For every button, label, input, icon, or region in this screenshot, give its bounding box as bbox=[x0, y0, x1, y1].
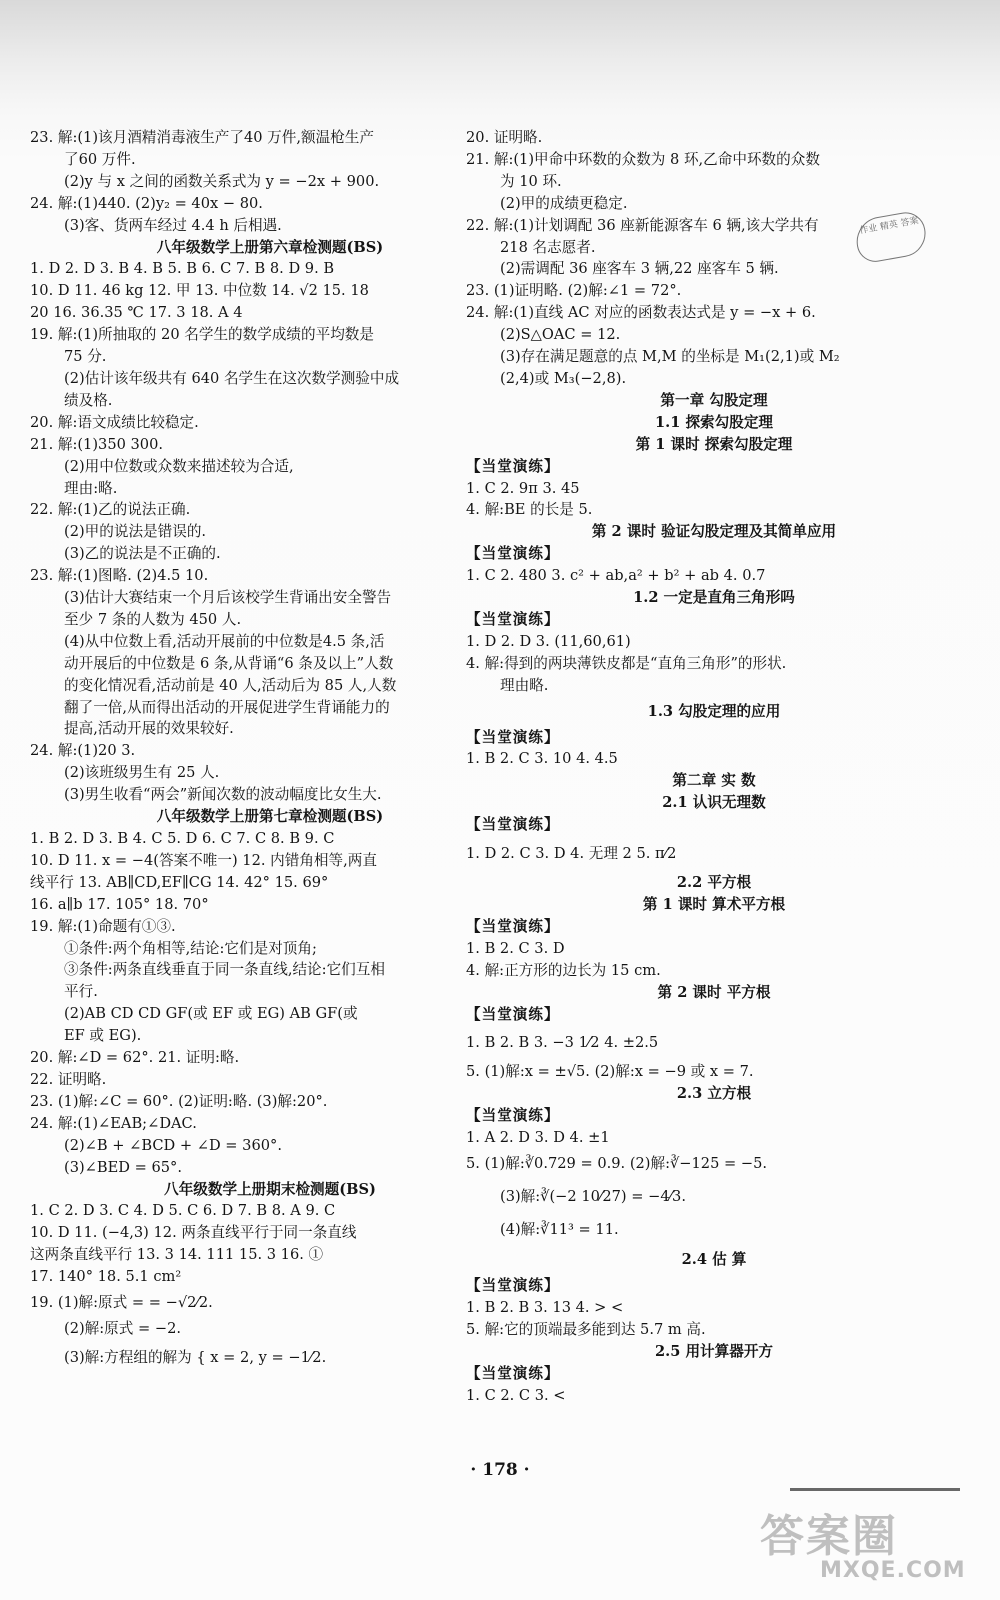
left-column-line: 22. 解:(1)乙的说法正确. bbox=[30, 501, 191, 519]
left-column-line: 理由:略. bbox=[64, 479, 118, 497]
right-column-line: 【当堂演练】 bbox=[466, 1005, 560, 1023]
left-column-line: 17. 140° 18. 5.1 cm² bbox=[30, 1268, 182, 1286]
right-column-line: (2,4)或 M₃(−2,8). bbox=[500, 369, 627, 387]
left-column-line: EF 或 EG). bbox=[64, 1027, 142, 1045]
left-column-line: 23. (1)解:∠C = 60°. (2)证明:略. (3)解:20°. bbox=[30, 1092, 328, 1110]
left-column-line: (3)客、货两车经过 4.4 h 后相遇. bbox=[64, 216, 282, 234]
left-column-line: (4)从中位数上看,活动开展前的中位数是4.5 条,活 bbox=[64, 632, 385, 650]
left-column-line: 24. 解:(1)440. (2)y₂ = 40x − 80. bbox=[30, 194, 263, 212]
right-column-line: 21. 解:(1)甲命中环数的众数为 8 环,乙命中环数的众数 bbox=[466, 150, 820, 168]
left-column-line: 10. D 11. x = −4(答案不唯一) 12. 内错角相等,两直 bbox=[30, 851, 377, 869]
bottom-rule bbox=[790, 1488, 960, 1491]
left-column-line: 八年级数学上册期末检测题(BS) bbox=[164, 1180, 376, 1198]
page-number: · 178 · bbox=[470, 1460, 530, 1480]
right-column-line: 第 1 课时 探索勾股定理 bbox=[635, 435, 793, 453]
right-column-line: 1. D 2. D 3. (11,60,61) bbox=[466, 632, 631, 650]
left-column-line: (2)用中位数或众数来描述较为合适, bbox=[64, 457, 294, 475]
right-column-line: 2.3 立方根 bbox=[676, 1085, 752, 1103]
right-column-line: 第 1 课时 算术平方根 bbox=[642, 896, 786, 913]
left-column-line: 16. a∥b 17. 105° 18. 70° bbox=[30, 895, 209, 913]
right-column-line: 1. B 2. B 3. −3 1⁄2 4. ±2.5 bbox=[466, 1034, 659, 1052]
watermark-logo bbox=[760, 1500, 990, 1590]
right-column-line: 5. (1)解:x = ±√5. (2)解:x = −9 或 x = 7. bbox=[466, 1063, 754, 1081]
right-column-line: 2.5 用计算器开方 bbox=[654, 1342, 774, 1360]
left-column-line: (2)∠B + ∠BCD + ∠D = 360°. bbox=[64, 1136, 282, 1154]
left-column-line: ③条件:两条直线垂直于同一条直线,结论:它们互相 bbox=[64, 961, 385, 979]
left-column-line: 这两条直线平行 13. 3 14. 111 15. 3 16. ① bbox=[30, 1246, 324, 1264]
left-column-line: 19. 解:(1)命题有①③. bbox=[30, 917, 176, 935]
right-column-line: 1. D 2. C 3. D 4. 无理 2 5. π⁄2 bbox=[466, 845, 677, 863]
right-column-line: (3)解:∛(−2 10⁄27) = −4⁄3. bbox=[500, 1188, 686, 1206]
left-column-line: 八年级数学上册第七章检测题(BS) bbox=[156, 808, 384, 826]
left-column-line: 1. B 2. D 3. B 4. C 5. D 6. C 7. C 8. B 9. C bbox=[30, 830, 335, 847]
left-column-line: 提高,活动开展的效果较好. bbox=[64, 720, 234, 738]
right-column-line: 1. C 2. 480 3. c² + ab,a² + b² + ab 4. 0.7 bbox=[466, 567, 766, 585]
left-column-line: (2)y 与 x 之间的函数关系式为 y = −2x + 900. bbox=[64, 172, 380, 190]
right-column-line: 1.1 探索勾股定理 bbox=[654, 413, 774, 431]
right-column-line: 【当堂演练】 bbox=[466, 728, 560, 746]
right-column-line: 第 2 课时 平方根 bbox=[657, 983, 771, 1001]
right-column-line: 4. 解:正方形的边长为 15 cm. bbox=[466, 961, 661, 979]
left-column-line: 23. 解:(1)图略. (2)4.5 10. bbox=[30, 567, 209, 585]
right-column-line: 【当堂演练】 bbox=[466, 1107, 560, 1125]
right-column-line: 第 2 课时 验证勾股定理及其简单应用 bbox=[591, 523, 837, 541]
left-column-line: (2)解:原式 = −2. bbox=[64, 1320, 182, 1338]
left-column-line: 20. 解:语文成绩比较稳定. bbox=[30, 413, 199, 431]
right-column-line: 1. B 2. C 3. 10 4. 4.5 bbox=[466, 750, 618, 768]
right-column-line: 4. 解:BE 的长是 5. bbox=[466, 501, 593, 519]
left-column-line: (3)∠BED = 65°. bbox=[64, 1158, 182, 1176]
left-column-line: (3)男生收看“两会”新闻次数的波动幅度比女生大. bbox=[64, 786, 382, 804]
watermark-text: 答案圈 bbox=[760, 1511, 898, 1562]
right-column-line: 【当堂演练】 bbox=[466, 816, 560, 834]
right-column-line: 5. (1)解:∛0.729 = 0.9. (2)解:∛−125 = −5. bbox=[466, 1155, 768, 1173]
left-column-line: 21. 解:(1)350 300. bbox=[30, 435, 164, 453]
right-column-line: (2)S△OAC = 12. bbox=[500, 326, 621, 344]
right-column-line: 1.3 勾股定理的应用 bbox=[647, 702, 781, 720]
right-column-line: 1. C 2. 9π 3. 45 bbox=[466, 479, 580, 497]
right-column-line: 【当堂演练】 bbox=[466, 545, 560, 563]
right-column-line: 1.2 一定是直角三角形吗 bbox=[633, 589, 795, 607]
right-column-line: 2.1 认识无理数 bbox=[662, 794, 766, 812]
left-column-line: 19. (1)解:原式 = = −√2⁄2. bbox=[30, 1294, 213, 1312]
right-column bbox=[466, 127, 962, 1407]
right-column-line: 为 10 环. bbox=[500, 172, 562, 190]
right-column-line: 218 名志愿者. bbox=[500, 238, 596, 256]
left-column-line: 19. 解:(1)所抽取的 20 名学生的数学成绩的平均数是 bbox=[30, 326, 374, 344]
right-column-line: 1. C 2. C 3. < bbox=[466, 1386, 566, 1404]
left-column-line: 20 16. 36.35 ℃ 17. 3 18. A 4 bbox=[30, 304, 243, 322]
right-column-line: (4)解:∛11³ = 11. bbox=[500, 1221, 619, 1239]
left-column-line: 10. D 11. 46 kg 12. 甲 13. 中位数 14. √2 15. 18 bbox=[30, 282, 369, 300]
right-column-line: 2.2 平方根 bbox=[676, 874, 752, 892]
right-column-line: 20. 证明略. bbox=[466, 129, 543, 146]
left-column-line: 绩及格. bbox=[64, 391, 113, 409]
right-column-line: 23. (1)证明略. (2)解:∠1 = 72°. bbox=[466, 282, 682, 300]
right-column-line: 5. 解:它的顶端最多能到达 5.7 m 高. bbox=[466, 1320, 706, 1338]
watermark-url: MXQE.COM bbox=[820, 1558, 966, 1583]
left-column-line: 动开展后的中位数是 6 条,从背诵“6 条及以上”人数 bbox=[64, 654, 394, 672]
right-column-line: 2.4 估 算 bbox=[681, 1251, 747, 1269]
left-column-line: 22. 证明略. bbox=[30, 1070, 107, 1088]
right-column-line: 22. 解:(1)计划调配 36 座新能源客车 6 辆,该大学共有 bbox=[466, 216, 819, 234]
right-column-line: 第一章 勾股定理 bbox=[660, 391, 768, 409]
left-column-line: (3)解:方程组的解为 { x = 2, y = −1⁄2. bbox=[64, 1348, 327, 1366]
right-column-line: 【当堂演练】 bbox=[466, 917, 560, 935]
left-column-line: (2)甲的说法是错误的. bbox=[64, 523, 207, 541]
left-column bbox=[30, 127, 510, 1376]
left-column-line: 平行. bbox=[64, 983, 98, 1001]
left-column-line: 75 分. bbox=[64, 348, 107, 366]
right-column-line: 1. B 2. B 3. 13 4. > < bbox=[466, 1298, 624, 1316]
right-column-line: (2)甲的成绩更稳定. bbox=[500, 194, 628, 212]
left-column-line: (2)AB CD CD GF(或 EF 或 EG) AB GF(或 bbox=[64, 1005, 358, 1023]
right-column-line: 【当堂演练】 bbox=[466, 1277, 560, 1295]
left-column-line: 20. 解:∠D = 62°. 21. 证明:略. bbox=[30, 1049, 240, 1067]
right-column-line: 24. 解:(1)直线 AC 对应的函数表达式是 y = −x + 6. bbox=[466, 304, 816, 322]
left-column-line: 24. 解:(1)20 3. bbox=[30, 742, 136, 760]
right-column-line: 1. A 2. D 3. D 4. ±1 bbox=[466, 1129, 610, 1147]
right-column-line: 【当堂演练】 bbox=[466, 610, 560, 628]
left-column-line: (2)估计该年级共有 640 名学生在这次数学测验中成 bbox=[64, 369, 400, 387]
right-column-line: 1. B 2. C 3. D bbox=[466, 939, 565, 957]
stamp-mark: 作业 精英 答案 bbox=[853, 209, 930, 264]
right-column-line: (3)存在满足题意的点 M,M 的坐标是 M₁(2,1)或 M₂ bbox=[500, 348, 840, 366]
right-column-line: 【当堂演练】 bbox=[466, 1364, 560, 1382]
left-column-line: 的变化情况看,活动前是 40 人,活动后为 85 人,人数 bbox=[64, 676, 397, 694]
left-column-line: 1. D 2. D 3. B 4. B 5. B 6. C 7. B 8. D 9. B bbox=[30, 260, 335, 278]
left-column-line: 23. 解:(1)该月酒精消毒液生产了40 万件,额温枪生产 bbox=[30, 129, 374, 146]
right-column-line: 4. 解:得到的两块薄铁皮都是“直角三角形”的形状. bbox=[466, 654, 787, 672]
left-column-line: 翻了一倍,从而得出活动的开展促进学生背诵能力的 bbox=[64, 698, 390, 716]
right-column-line: 【当堂演练】 bbox=[466, 457, 560, 475]
left-column-line: 了60 万件. bbox=[64, 150, 136, 168]
left-column-line: ①条件:两个角相等,结论:它们是对顶角; bbox=[64, 939, 317, 957]
right-column-line: 第二章 实 数 bbox=[672, 772, 756, 790]
left-column-line: 24. 解:(1)∠EAB;∠DAC. bbox=[30, 1114, 197, 1132]
left-column-line: (2)该班级男生有 25 人. bbox=[64, 764, 220, 782]
right-column-line: (2)需调配 36 座客车 3 辆,22 座客车 5 辆. bbox=[500, 260, 779, 278]
left-column-line: 1. C 2. D 3. C 4. D 5. C 6. D 7. B 8. A 9. C bbox=[30, 1202, 336, 1220]
left-column-line: (3)估计大赛结束一个月后该校学生背诵出安全警告 bbox=[64, 589, 392, 607]
left-column-line: 线平行 13. AB∥CD,EF∥CG 14. 42° 15. 69° bbox=[30, 873, 329, 891]
right-column-line: 理由略. bbox=[500, 676, 549, 694]
left-column-line: 10. D 11. (−4,3) 12. 两条直线平行于同一条直线 bbox=[30, 1224, 357, 1242]
left-column-line: 八年级数学上册第六章检测题(BS) bbox=[156, 238, 384, 256]
left-column-line: 至少 7 条的人数为 450 人. bbox=[64, 610, 242, 628]
left-column-line: (3)乙的说法是不正确的. bbox=[64, 545, 221, 563]
